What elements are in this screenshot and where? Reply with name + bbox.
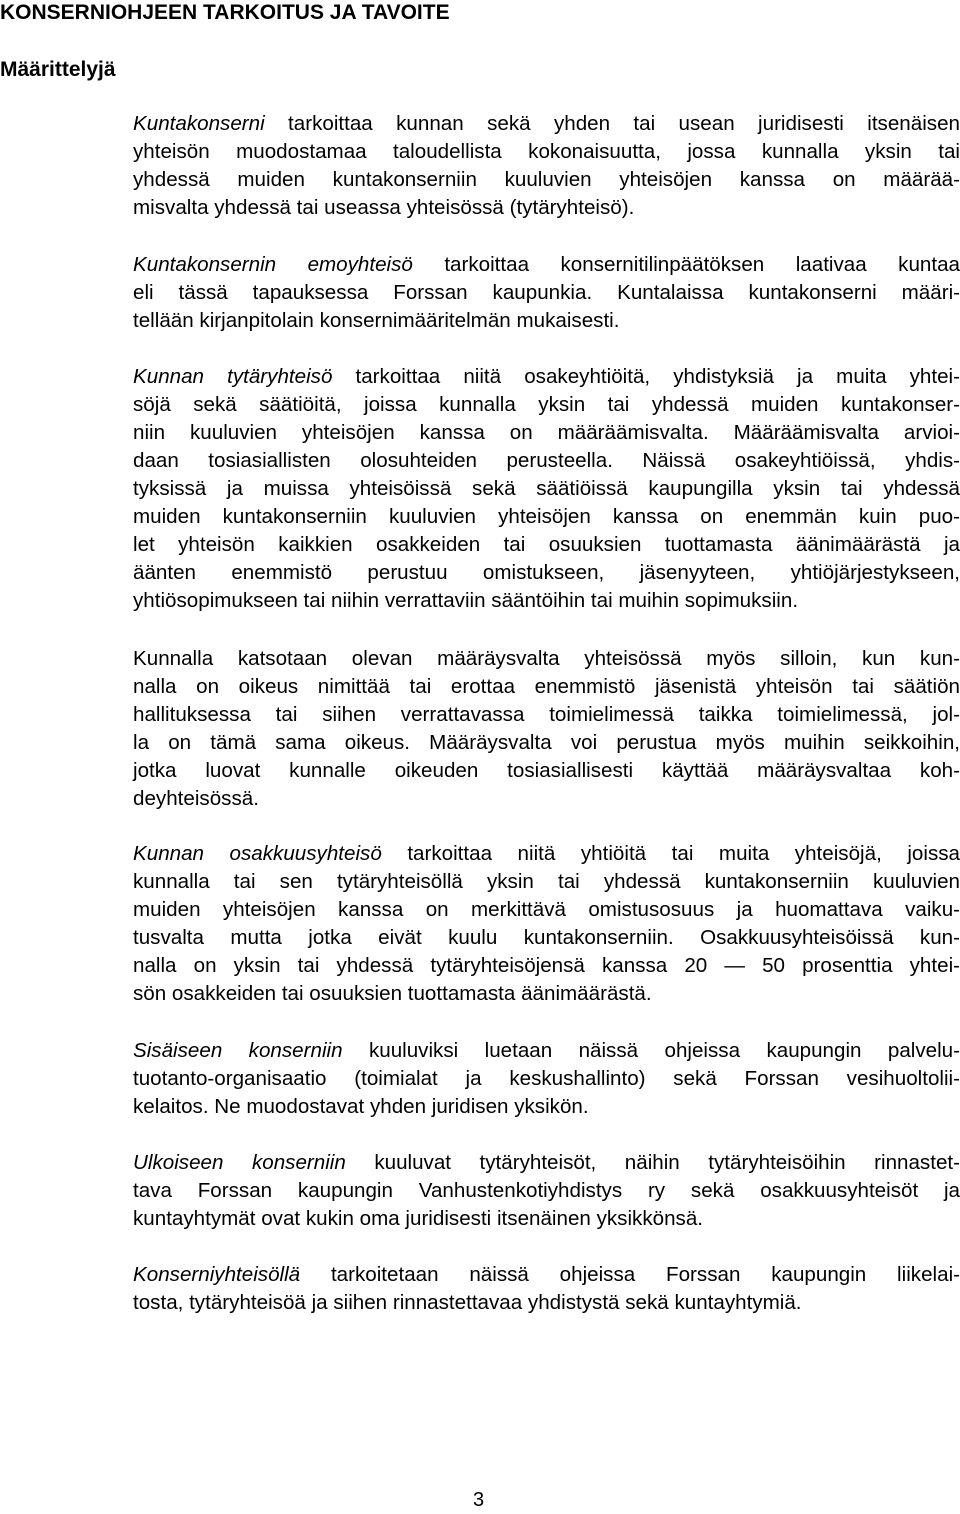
line-text: tosta, tytäryhteisöä ja siihen rinnastettavaa yhdistystä sekä kuntayhtymiä.	[133, 1291, 802, 1314]
text-line	[133, 1149, 960, 1177]
text-line	[133, 475, 960, 503]
line-text: deyhteisössä.	[133, 787, 259, 810]
text-line	[133, 1289, 960, 1317]
text-line	[133, 531, 960, 559]
line-text: kuntayhtymät ovat kukin oma juridisesti itsenäinen yksikkönsä.	[133, 1207, 704, 1230]
text-line	[133, 701, 960, 729]
line-text: kelaitos. Ne muodostavat yhden juridisen yksikön.	[133, 1095, 589, 1118]
text-line	[133, 924, 960, 952]
text-line	[133, 419, 960, 447]
page-number: 3	[473, 1489, 485, 1511]
line-text: tarkoittaa kunnan sekä yhden tai usean juridisesti itsenäisen	[264, 112, 960, 135]
text-line	[133, 391, 960, 419]
text-line	[133, 166, 960, 194]
text-line	[133, 1065, 960, 1093]
text-line	[133, 447, 960, 475]
line-text: Kunnalla katsotaan olevan määräysvalta yhteisössä myös silloin, kun kun-	[133, 647, 960, 670]
text-line	[133, 559, 960, 587]
paragraph-maaraysvalta	[133, 645, 960, 813]
line-text: nalla on yksin tai yhdessä tytäryhteisöjensä kanssa 20 — 50 prosenttia yhtei-	[133, 954, 960, 977]
line-text: nalla on oikeus nimittää tai erottaa enemmistö jäsenistä yhteisön tai säätiön	[133, 675, 960, 698]
text-line	[133, 1037, 960, 1065]
paragraph-osakkuusyhteiso	[133, 840, 960, 1008]
paragraph-ulkoinen-konserni	[133, 1149, 960, 1233]
paragraph-tytaryhteiso	[133, 363, 960, 615]
text-line	[133, 729, 960, 757]
line-text: yhdessä muiden kuntakonserniin kuuluvien yhteisöjen kanssa on määrää-	[133, 168, 960, 191]
line-text: tuotanto-organisaatio (toimialat ja keskushallinto) sekä Forssan vesihuoltolii-	[133, 1067, 960, 1090]
text-line	[133, 138, 960, 166]
line-text: let yhteisön kaikkien osakkeiden tai osuuksien tuottamasta äänimäärästä ja	[133, 533, 960, 556]
text-line	[133, 980, 960, 1008]
document-heading: KONSERNIOHJEEN TARKOITUS JA TAVOITE	[0, 1, 450, 24]
line-text: yhteisön muodostamaa taloudellista kokonaisuutta, jossa kunnalla yksin tai	[133, 140, 960, 163]
line-text: misvalta yhdessä tai useassa yhteisössä (tytäryhteisö).	[133, 196, 635, 219]
text-line	[133, 952, 960, 980]
line-text: daan tosiasiallisten olosuhteiden perusteella. Näissä osakeyhtiöissä, yhdis-	[133, 449, 960, 472]
line-text: tellään kirjanpitolain konsernimääritelmän mukaisesti.	[133, 309, 620, 332]
line-text: tarkoitetaan näissä ohjeissa Forssan kaupungin liikelai-	[300, 1263, 960, 1286]
line-text: muiden kuntakonserniin kuuluvien yhteisöjen kanssa on enemmän kuin puo-	[133, 505, 960, 528]
text-line	[133, 868, 960, 896]
line-text: tarkoittaa niitä yhtiöitä tai muita yhteisöjä, joissa	[381, 842, 960, 865]
line-text: tava Forssan kaupungin Vanhustenkotiyhdistys ry sekä osakkuusyhteisöt ja	[133, 1179, 960, 1202]
section-subheading: Määrittelyjä	[0, 58, 116, 81]
text-line	[133, 840, 960, 868]
paragraph-konserniyhteiso	[133, 1261, 960, 1317]
paragraph-kuntakonserni	[133, 110, 960, 222]
line-text: sön osakkeiden tai osuuksien tuottamasta äänimäärästä.	[133, 982, 652, 1005]
text-line	[133, 307, 960, 335]
line-text: tarkoittaa niitä osakeyhtiöitä, yhdistyksiä ja muita yhtei-	[332, 365, 960, 388]
defined-term: Kunnan osakkuusyhteisö	[133, 842, 382, 865]
text-line	[133, 1205, 960, 1233]
text-line	[133, 363, 960, 391]
defined-term: Ulkoiseen konserniin	[133, 1151, 346, 1174]
line-text: tyksissä ja muissa yhteisöissä sekä säätiöissä kaupungilla yksin tai yhdessä	[133, 477, 960, 500]
line-text: äänten enemmistö perustuu omistukseen, jäsenyyteen, yhtiöjärjestykseen,	[133, 561, 960, 584]
text-line	[133, 1093, 960, 1121]
text-line	[133, 757, 960, 785]
paragraph-sisainen-konserni	[133, 1037, 960, 1121]
text-line	[133, 673, 960, 701]
paragraph-emoyhteiso	[133, 251, 960, 335]
line-text: jotka luovat kunnalle oikeuden tosiasiallisesti käyttää määräysvaltaa koh-	[133, 759, 960, 782]
text-line	[133, 251, 960, 279]
text-line	[133, 110, 960, 138]
defined-term: Kuntakonsernin emoyhteisö	[133, 253, 413, 276]
defined-term: Kunnan tytäryhteisö	[133, 365, 333, 388]
text-line	[133, 587, 960, 615]
line-text: yhtiösopimukseen tai niihin verrattaviin sääntöihin tai muihin sopimuksiin.	[133, 589, 799, 612]
text-line	[133, 503, 960, 531]
defined-term: Kuntakonserni	[133, 112, 265, 135]
line-text: la on tämä sama oikeus. Määräysvalta voi perustua myös muihin seikkoihin,	[133, 731, 960, 754]
defined-term: Konserniyhteisöllä	[133, 1263, 301, 1286]
text-line	[133, 785, 960, 813]
text-line	[133, 1261, 960, 1289]
text-line	[133, 645, 960, 673]
line-text: kuuluvat tytäryhteisöt, näihin tytäryhteisöihin rinnastet-	[345, 1151, 960, 1174]
line-text: kuuluviksi luetaan näissä ohjeissa kaupungin palvelu-	[342, 1039, 960, 1062]
line-text: niin kuuluvien yhteisöjen kanssa on määräämisvalta. Määräämisvalta arvioi-	[133, 421, 960, 444]
text-line	[133, 194, 960, 222]
line-text: eli tässä tapauksessa Forssan kaupunkia. Kuntalaissa kuntakonserni määri-	[133, 281, 960, 304]
line-text: kunnalla tai sen tytäryhteisöllä yksin tai yhdessä kuntakonserniin kuuluvien	[133, 870, 960, 893]
defined-term: Sisäiseen konserniin	[133, 1039, 343, 1062]
text-line	[133, 1177, 960, 1205]
line-text: hallituksessa tai siihen verrattavassa toimielimessä taikka toimielimessä, jol-	[133, 703, 960, 726]
line-text: tusvalta mutta jotka eivät kuulu kuntakonserniin. Osakkuusyhteisöissä kun-	[133, 926, 960, 949]
line-text: muiden yhteisöjen kanssa on merkittävä omistusosuus ja huomattava vaiku-	[133, 898, 960, 921]
line-text: söjä sekä säätiöitä, joissa kunnalla yksin tai yhdessä muiden kuntakonser-	[133, 393, 960, 416]
line-text: tarkoittaa konsernitilinpäätöksen laativaa kuntaa	[412, 253, 960, 276]
text-line	[133, 279, 960, 307]
text-line	[133, 896, 960, 924]
